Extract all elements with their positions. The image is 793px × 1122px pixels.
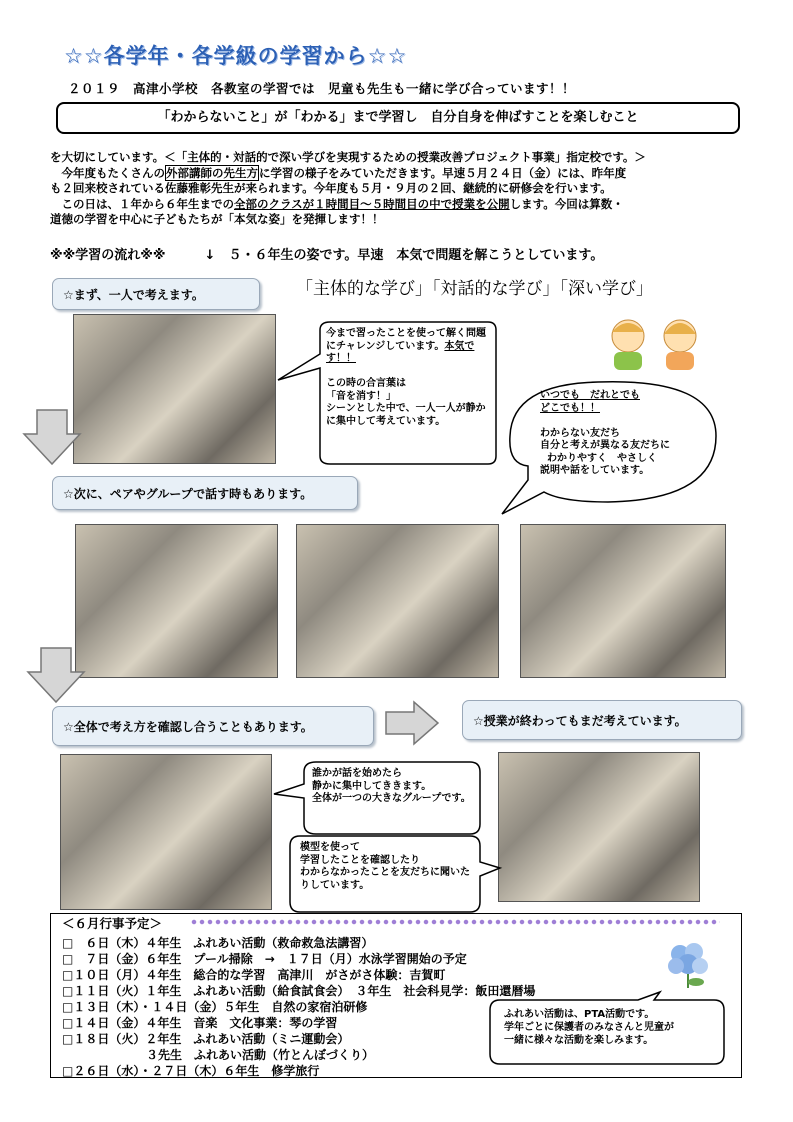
arrow-down-icon (26, 646, 86, 704)
bubble4-text: 模型を使って 学習したことを確認したり わからなかったことを友だちに聞いたりしています。 (300, 842, 470, 891)
page-title: ☆☆各学年・各学級の学習から☆☆ (64, 44, 408, 68)
classroom-photo-1 (73, 314, 276, 464)
classroom-photo-6 (498, 752, 700, 902)
hydrangea-icon (660, 936, 716, 990)
intro-line: を大切にしています。＜「主体的・対話的で深い学びを実現するための授業改善プロジェクト事業」指定校です。＞ (50, 150, 646, 164)
event-item: □１３日（木）・１４日（金）５年生 自然の家宿泊研修 (62, 1000, 368, 1014)
boxed-text: 外部講師の先生方 (166, 165, 258, 180)
event-item: □ ６日（木）４年生 ふれあい活動（救命救急法講習） (62, 936, 374, 950)
event-item: □１４日（金）４年生 音楽 文化事業：琴の学習 (62, 1016, 338, 1030)
intro-line: この日は、１年から６年生までの全部のクラスが１時間目～５時間目の中で授業を公開します。今回は算数・ (50, 196, 624, 211)
event-item: □１１日（火）１年生 ふれあい活動（給食試食会） ３年生 社会科見学：飯田還暦場 (62, 984, 536, 998)
bubble3-text: 誰かが話を始めたら 静かに集中してききます。 全体が一つの大きなグループです。 (312, 768, 471, 804)
intro-line: 道徳の学習を中心に子どもたちが「本気な姿」を発揮します！！ (50, 212, 384, 226)
page-subtitle: ２０１９ 高津小学校 各教室の学習では 児童も先生も一緒に学び合っています！！ (68, 81, 576, 96)
flow-heading: ※※学習の流れ※※ ↓ ５・６年生の姿です。早速 本気で問題を解こうとしています。 (50, 248, 604, 263)
classroom-photo-5 (60, 754, 272, 910)
event-item: □２６日（水）・２７日（木）６年生 修学旅行 (62, 1064, 320, 1078)
classroom-photo-3 (296, 524, 499, 678)
decorative-dots (190, 918, 720, 926)
arrow-down-icon (22, 408, 82, 466)
event-item: ３先生 ふれあい活動（竹とんぼづくり） (62, 1048, 375, 1062)
event-item: □ ７日（金）６年生 プール掃除 → １７日（月）水泳学習開始の予定 (62, 952, 467, 966)
event-item: □１８日（火）２年生 ふれあい活動（ミニ運動会） (62, 1032, 350, 1046)
event-item: □１０日（月）４年生 総合的な学習 高津川 がさがさ体験：吉賀町 (62, 968, 446, 982)
step3-callout: ☆全体で考え方を確認し合うこともあります。 (52, 706, 374, 746)
children-illustration (596, 312, 716, 372)
step2-callout: ☆次に、ペアやグループで話す時もあります。 (52, 476, 358, 510)
bubble2-text: いつでも だれとでも どこでも！！ わからない友だち 自分と考えが異なる友だちに わかりやすく やさしく 説明や話をしています。 (540, 390, 670, 476)
events-title: ＜６月行事予定＞ (62, 916, 163, 931)
arrow-right-icon (384, 700, 440, 746)
underlined-text: 全部のクラスが１時間目～５時間目の中で授業を公開 (234, 196, 510, 211)
pta-note-text: ふれあい活動は、PTA活動です。 学年ごとに保護者のみなさんと児童が 一緒に様々な活動を楽しみます。 (504, 1009, 674, 1046)
bubble1-text: 今まで習ったことを使って解く問題にチャレンジしています。本気です！！ この時の合言葉は 「音を消す！」 シーンとした中で、一人一人が静かに集中して考えています。 (326, 328, 486, 427)
classroom-photo-4 (520, 524, 726, 678)
intro-paragraph (50, 150, 750, 228)
step1-callout: ☆まず、一人で考えます。 (52, 278, 260, 310)
motto-box: 「わからないこと」が「わかる」まで学習し 自分自身を伸ばすことを楽しむこと (56, 102, 740, 134)
classroom-photo-2 (75, 524, 278, 678)
step4-callout: ☆授業が終わってもまだ考えています。 (462, 700, 742, 740)
intro-line: も２回来校されている佐藤雅彰先生が来られます。今年度も５月・９月の２回、継続的に研修会を行います。 (50, 181, 612, 195)
big-quote: 「主体的な学び」「対話的な学び」「深い学び」 (296, 279, 653, 299)
intro-line: 今年度もたくさんの外部講師の先生方に学習の様子をみていただきます。早速５月２４日（金）には、昨年度 (50, 165, 627, 180)
